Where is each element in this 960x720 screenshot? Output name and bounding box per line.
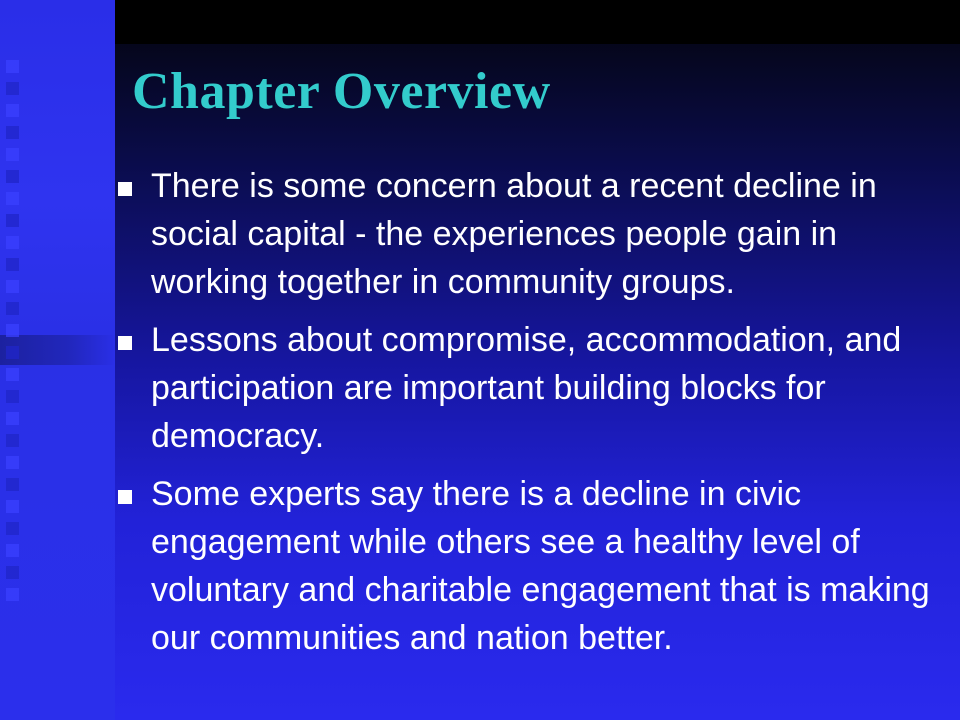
decorative-square — [6, 148, 19, 161]
decorative-square — [6, 500, 19, 513]
decorative-square — [6, 82, 19, 95]
decorative-square — [6, 170, 19, 183]
decorative-square — [6, 126, 19, 139]
bullet-item — [118, 316, 948, 460]
bullet-list — [118, 162, 948, 672]
decorative-square — [6, 214, 19, 227]
decorative-square — [6, 346, 19, 359]
square-bullet-icon — [118, 336, 132, 350]
decorative-square — [6, 478, 19, 491]
decorative-square — [6, 104, 19, 117]
decorative-square — [6, 456, 19, 469]
decorative-square — [6, 302, 19, 315]
decorative-square-column — [6, 60, 28, 620]
square-bullet-icon — [118, 490, 132, 504]
square-bullet-icon — [118, 182, 132, 196]
decorative-square — [6, 368, 19, 381]
decorative-square — [6, 434, 19, 447]
bullet-item — [118, 162, 948, 306]
decorative-square — [6, 280, 19, 293]
slide-title: Chapter Overview — [132, 63, 551, 120]
decorative-square — [6, 544, 19, 557]
decorative-square — [6, 522, 19, 535]
top-bar — [115, 0, 960, 44]
decorative-square — [6, 324, 19, 337]
bullet-item — [118, 470, 948, 662]
decorative-square — [6, 192, 19, 205]
decorative-square — [6, 412, 19, 425]
decorative-square — [6, 236, 19, 249]
decorative-square — [6, 258, 19, 271]
decorative-square — [6, 588, 19, 601]
bullet-text: Lessons about compromise, accommodation, and participation are important building blocks for democracy. — [151, 321, 902, 455]
bullet-text: There is some concern about a recent decline in social capital - the experiences people gain in working together in community groups. — [151, 167, 877, 301]
bullet-text: Some experts say there is a decline in civic engagement while others see a healthy level of voluntary and charitable engagement that is making our communities and nation better. — [151, 475, 930, 657]
decorative-square — [6, 566, 19, 579]
decorative-square — [6, 60, 19, 73]
decorative-square — [6, 390, 19, 403]
